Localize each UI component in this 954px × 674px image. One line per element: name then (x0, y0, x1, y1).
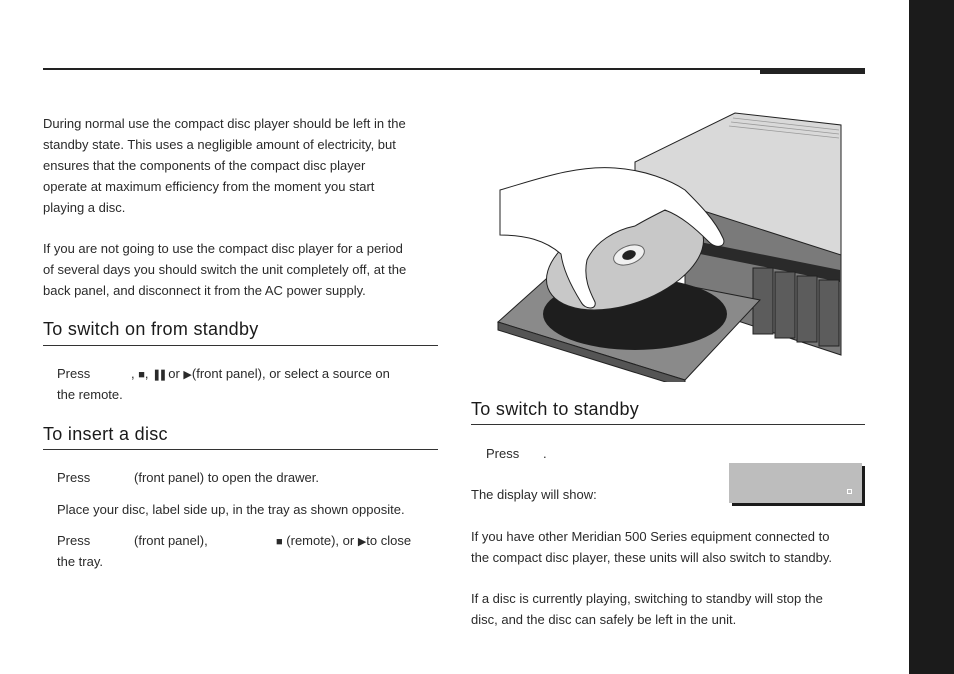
stop-icon: ■ (138, 369, 145, 381)
step-press-word: Press (57, 533, 91, 548)
stop-icon: ■ (276, 536, 283, 548)
display-will-show-label: The display will show: (471, 487, 597, 502)
text-line: standby state. This uses a negligible amount of electricity, but (43, 137, 396, 152)
text-line: the compact disc player, these units will also switch to standby. (471, 550, 833, 565)
section-heading-switch-on: To switch on from standby (43, 319, 259, 339)
intro-paragraph-2 (43, 238, 443, 301)
text-line: During normal use the compact disc player should be left in the (43, 116, 406, 131)
header-rule (43, 68, 865, 70)
text-line: If you have other Meridian 500 Series equipment connected to (471, 529, 830, 544)
standby-paragraph-1 (471, 526, 871, 568)
instruction-text: (remote), or (286, 533, 355, 548)
text-line: of several days you should switch the unit completely off, at the (43, 262, 407, 277)
header-rule-accent (760, 68, 865, 74)
text-line: playing a disc. (43, 200, 126, 215)
text-line: back panel, and disconnect it from the AC power supply. (43, 283, 366, 298)
pause-icon: ❚❚ (152, 369, 165, 381)
step-place-disc: Place your disc, label side up, in the tray as shown opposite. (57, 502, 405, 517)
text-line: If a disc is currently playing, switching to standby will stop the (471, 591, 823, 606)
front-panel-display (729, 463, 862, 503)
section-rule (43, 449, 438, 450)
text-line: operate at maximum efficiency from the moment you start (43, 179, 375, 194)
play-icon: ▶ (183, 369, 192, 381)
instruction-text: to close (366, 533, 412, 548)
standby-indicator-dot (847, 489, 852, 494)
section-rule (471, 424, 865, 425)
section-heading-insert: To insert a disc (43, 424, 168, 444)
step-front-panel: (front panel), (134, 533, 208, 548)
text-line: If you are not going to use the compact disc player for a period (43, 241, 403, 256)
step-press-word: Press (486, 446, 520, 461)
step-press-word: Press (57, 366, 91, 381)
comma-text: , (131, 366, 135, 381)
step-period: . (543, 446, 547, 461)
section-rule (43, 345, 438, 346)
step-close-tray-line2: the tray. (57, 554, 104, 569)
page-edge-tab (909, 0, 954, 674)
step-close-tray (276, 530, 411, 553)
step-open-drawer: (front panel) to open the drawer. (134, 470, 320, 485)
standby-paragraph-2 (471, 588, 871, 630)
instruction-text: (front panel), or select a source on (191, 366, 390, 381)
step-press-word: Press (57, 470, 91, 485)
or-text: or (168, 366, 180, 381)
disc-insertion-illustration (495, 110, 845, 382)
play-icon: ▶ (357, 536, 367, 548)
intro-paragraph-1 (43, 113, 443, 218)
text-line: disc, and the disc can safely be left in the unit. (471, 612, 737, 627)
step-instruction-switch-on (131, 363, 390, 386)
section-heading-standby: To switch to standby (471, 399, 640, 419)
step-instruction-line2: the remote. (57, 387, 123, 402)
comma-text: , (144, 366, 149, 381)
text-line: ensures that the components of the compact disc player (43, 158, 366, 173)
